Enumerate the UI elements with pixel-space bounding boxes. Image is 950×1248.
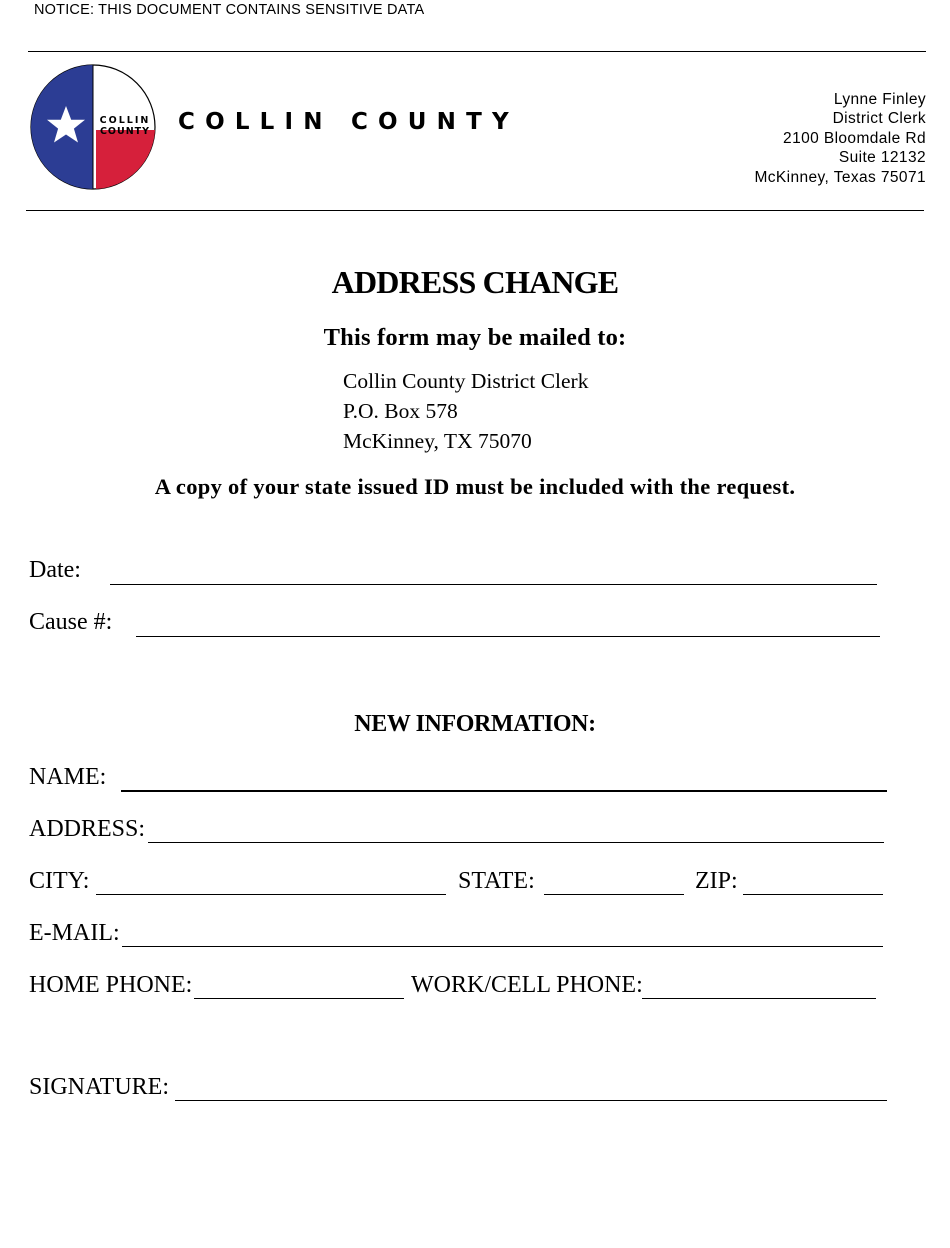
address-field[interactable] — [148, 842, 884, 843]
mail-address-line-2: P.O. Box 578 — [343, 399, 458, 423]
zip-label: ZIP: — [695, 868, 738, 894]
mail-address-block — [343, 366, 588, 456]
mail-address-line-1: Collin County District Clerk — [343, 369, 589, 393]
clerk-address-block — [754, 90, 926, 187]
city-label: CITY: — [29, 868, 90, 894]
work-cell-phone-label: WORK/CELL PHONE: — [411, 972, 643, 998]
header-bottom-divider — [26, 210, 924, 211]
city-field[interactable] — [96, 894, 446, 895]
name-field[interactable] — [121, 790, 887, 792]
email-field[interactable] — [122, 946, 883, 947]
work-cell-phone-field[interactable] — [642, 998, 876, 999]
seal-text-county: COUNTY — [99, 126, 151, 137]
org-name: COLLIN COUNTY — [178, 109, 519, 135]
collin-county-seal-logo — [30, 64, 156, 190]
mail-heading: This form may be mailed to: — [323, 324, 627, 351]
home-phone-label: HOME PHONE: — [29, 972, 193, 998]
id-requirement-note: A copy of your state issued ID must be included with the request. — [154, 474, 796, 499]
new-information-heading: NEW INFORMATION: — [354, 711, 596, 737]
form-title: ADDRESS CHANGE — [331, 264, 619, 300]
zip-field[interactable] — [743, 894, 883, 895]
seal-text-collin: COLLIN — [99, 115, 151, 126]
signature-field[interactable] — [175, 1100, 887, 1101]
state-label: STATE: — [458, 868, 535, 894]
clerk-name: Lynne Finley — [833, 91, 926, 108]
name-label: NAME: — [29, 764, 107, 790]
state-field[interactable] — [544, 894, 684, 895]
date-field[interactable] — [110, 584, 877, 585]
clerk-suite: Suite 12132 — [838, 149, 926, 167]
cause-number-field[interactable] — [136, 636, 880, 637]
clerk-city-state-zip: McKinney, Texas 75071 — [754, 168, 926, 186]
notice-text: NOTICE: THIS DOCUMENT CONTAINS SENSITIVE DATA — [34, 2, 425, 18]
email-label: E-MAIL: — [29, 920, 120, 946]
clerk-title: District Clerk — [832, 110, 926, 128]
address-label: ADDRESS: — [29, 816, 146, 842]
date-label: Date: — [29, 557, 81, 583]
clerk-street: 2100 Bloomdale Rd — [783, 129, 926, 147]
cause-number-label: Cause #: — [29, 609, 113, 635]
home-phone-field[interactable] — [194, 998, 404, 999]
header-top-divider — [28, 51, 926, 52]
mail-address-line-3: McKinney, TX 75070 — [343, 429, 532, 453]
signature-label: SIGNATURE: — [29, 1074, 170, 1100]
